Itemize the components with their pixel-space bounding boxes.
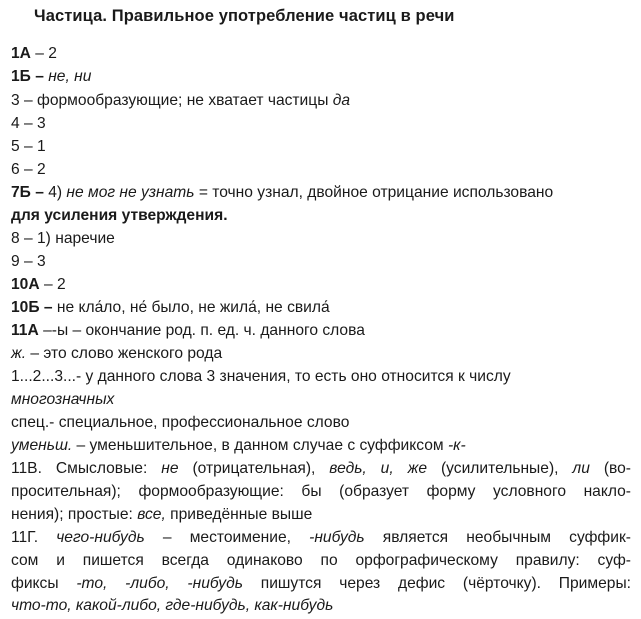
answer-text: – местоимение, [144, 529, 310, 546]
answer-line [11, 505, 312, 525]
answer-number: 11А [11, 322, 39, 339]
answer-text: да [332, 92, 351, 109]
answer-line [11, 91, 350, 111]
answer-text: фиксы [11, 575, 77, 592]
answer-text: ведь, и, же [329, 460, 428, 477]
answer-line [11, 528, 631, 548]
answer-line: 4 – 3 [11, 115, 46, 132]
answer-text: (во- [589, 460, 631, 477]
answer-line: 1...2...3...- у данного слова 3 значения, то есть оно относится к числу [11, 368, 511, 385]
answer-text: 11В. Смысловые: [11, 460, 162, 477]
answer-line [11, 275, 66, 295]
answer-text: 4) [48, 184, 67, 201]
answer-text: пишутся через дефис (чёрточку). Примеры: [242, 575, 631, 592]
answer-text: – это слово женского рода [26, 345, 223, 362]
answer-text: нения); простые: [11, 506, 138, 523]
answer-text: все, [137, 506, 166, 523]
answer-line: многозначных [11, 391, 115, 408]
answer-number: 1А [11, 45, 31, 62]
answer-line: просительная); формообразующие: бы (образует форму условного накло- [11, 483, 631, 500]
answer-number: 10А [11, 276, 40, 293]
answer-text: ж. [11, 345, 27, 362]
answer-text: 11Г. [11, 529, 57, 546]
answer-line [11, 344, 222, 364]
answer-text: – уменьшительное, в данном случае с суффиксом [72, 437, 448, 454]
answer-text: приведённые выше [165, 506, 313, 523]
answer-number: 1Б – [11, 68, 49, 85]
answer-number: 7Б – [11, 184, 49, 201]
answer-text: -то, -либо, -нибудь [76, 575, 243, 592]
answer-line: спец.- специальное, профессиональное слово [11, 414, 350, 431]
answer-line [11, 44, 57, 64]
answer-text: – 2 [30, 45, 57, 62]
page-title: Частица. Правильное употребление частиц в речи [34, 7, 455, 25]
answer-text: не мог не узнать [66, 184, 195, 201]
answer-line [11, 436, 466, 456]
answer-number: 10Б – [11, 299, 57, 316]
answer-line [11, 67, 91, 87]
answer-text: –-ы – окончание род. п. ед. ч. данного слова [38, 322, 365, 339]
answer-text: является необычным суффик- [364, 529, 631, 546]
answer-line [11, 298, 330, 318]
answer-text: (усилительные), [427, 460, 573, 477]
answer-line: что-то, какой-либо, где-нибудь, как-нибудь [11, 597, 334, 614]
answer-text: -нибудь [309, 529, 365, 546]
answer-line [11, 574, 631, 594]
answer-text: = точно узнал, двойное отрицание использовано [194, 184, 554, 201]
answer-line: 9 – 3 [11, 253, 46, 270]
answer-line [11, 459, 631, 479]
answer-text: не кла́ло, не́ было, не жила́, не свила́ [56, 299, 330, 316]
answer-text: – 2 [39, 276, 66, 293]
answer-text: 3 – формообразующие; не хватает частицы [11, 92, 333, 109]
answer-text: не, ни [48, 68, 92, 85]
answer-text: не [161, 460, 179, 477]
answer-line: 8 – 1) наречие [11, 230, 115, 247]
answer-text: чего-нибудь [56, 529, 145, 546]
answer-line [11, 183, 553, 203]
answer-text: -к- [447, 437, 466, 454]
answer-line: 5 – 1 [11, 138, 46, 155]
answer-text: (отрицательная), [178, 460, 330, 477]
answer-line [11, 321, 365, 341]
answer-line: для усиления утверждения. [11, 207, 228, 224]
answer-text: уменьш. [11, 437, 73, 454]
answer-text: ли [572, 460, 590, 477]
answer-line: 6 – 2 [11, 161, 46, 178]
answer-line: сом и пишется всегда одинаково по орфографическому правилу: суф- [11, 552, 631, 569]
